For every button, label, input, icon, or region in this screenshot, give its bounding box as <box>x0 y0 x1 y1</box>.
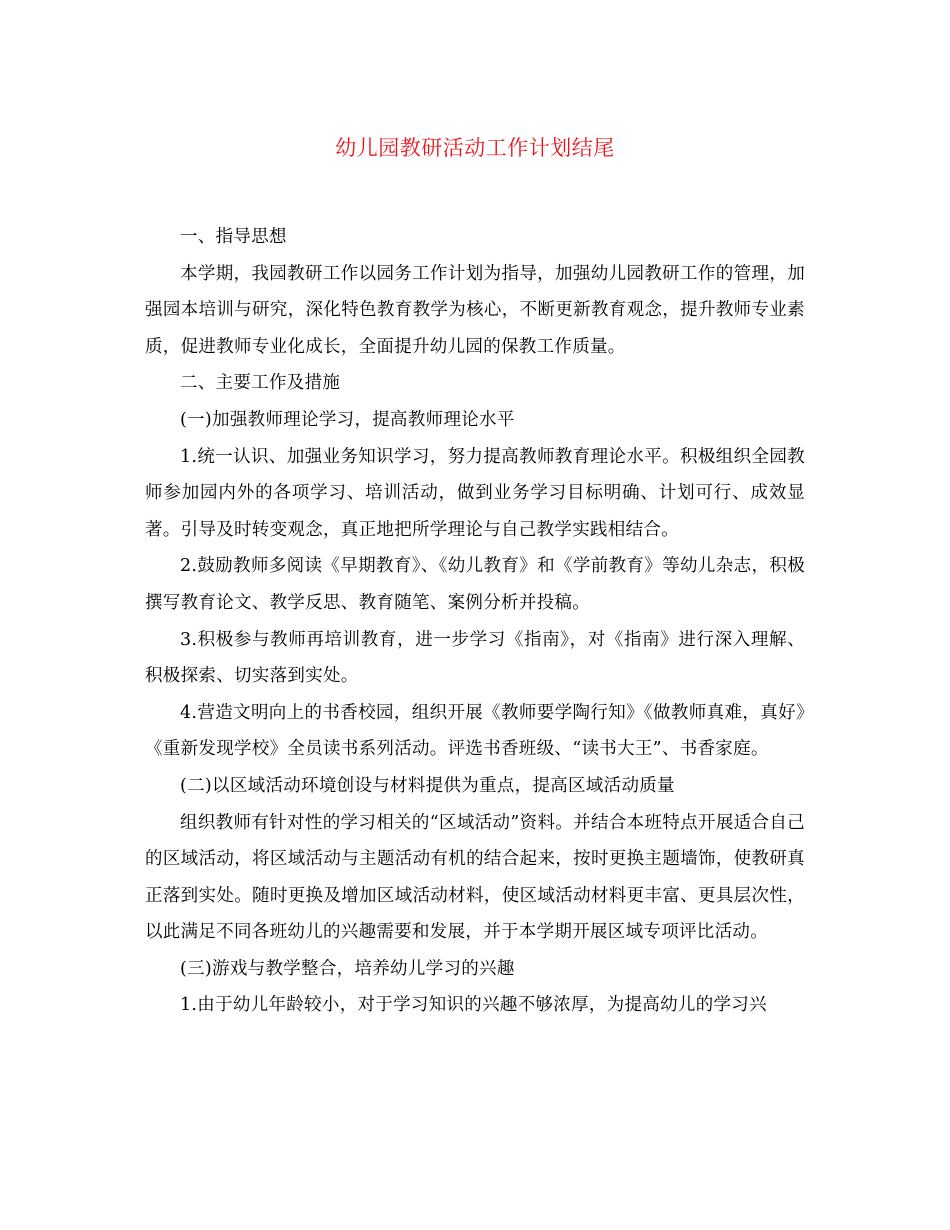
document-title: 幼儿园教研活动工作计划结尾 <box>335 136 615 160</box>
subsection-heading-1: (一)加强教师理论学习，提高教师理论水平 <box>180 409 515 430</box>
section-heading-main-work: 二、主要工作及措施 <box>180 373 341 394</box>
list-item: 2.鼓励教师多阅读《早期教育》、《幼儿教育》和《学前教育》等幼儿杂志，积极撰写教育论文、教学反思、教育随笔、案例分析并投稿。 <box>145 556 805 613</box>
document-body <box>145 219 805 1024</box>
subsection-heading-2: (二)以区域活动环境创设与材料提供为重点，提高区域活动质量 <box>180 775 675 796</box>
list-item: 1.由于幼儿年龄较小，对于学习知识的兴趣不够浓厚，为提高幼儿的学习兴 <box>180 995 767 1016</box>
paragraph: 本学期，我园教研工作以园务工作计划为指导，加强幼儿园教研工作的管理，加强园本培训与研究，深化特色教育教学为核心，不断更新教育观念，提升教师专业素质，促进教师专业化成长，全面提升幼儿园的保教工作质量。 <box>145 263 805 357</box>
paragraph: 组织教师有针对性的学习相关的“区域活动”资料。并结合本班特点开展适合自己的区域活动，将区域活动与主题活动有机的结合起来，按时更换主题墙饰，使教研真正落到实处。随时更换及增加区域活动材料，使区域活动材料更丰富、更具层次性，以此满足不同各班幼儿的兴趣需要和发展，并于本学期开展区域专项评比活动。 <box>145 812 805 943</box>
list-item: 1.统一认识、加强业务知识学习，努力提高教师教育理论水平。积极组织全园教师参加园内外的各项学习、培训活动，做到业务学习目标明确、计划可行、成效显著。引导及时转变观念，真正地把所学理论与自己教学实践相结合。 <box>145 446 805 540</box>
list-item: 3.积极参与教师再培训教育，进一步学习《指南》，对《指南》进行深入理解、积极探索、切实落到实处。 <box>145 629 805 687</box>
subsection-heading-3: (三)游戏与教学整合，培养幼儿学习的兴趣 <box>180 958 515 979</box>
list-item: 4.营造文明向上的书香校园，组织开展《教师要学陶行知》《做教师真难，真好》《重新发现学校》全员读书系列活动。评选书香班级、“读书大王”、书香家庭。 <box>145 702 805 760</box>
section-heading-guiding-ideology: 一、指导思想 <box>180 227 287 247</box>
